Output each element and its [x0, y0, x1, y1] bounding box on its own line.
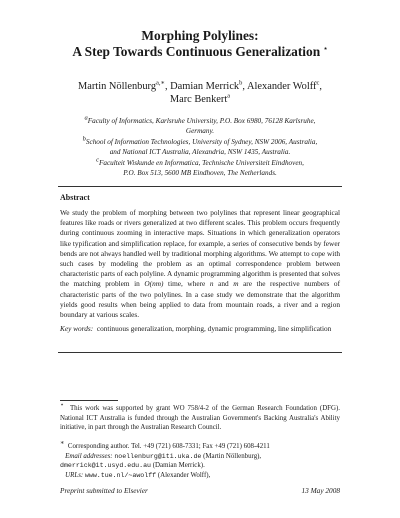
affiliation-c-line-1: Faculteit Wiskunde en Informatica, Technische Universiteit Eindhoven,: [98, 159, 304, 167]
author-merrick: Damian Merrick: [170, 81, 240, 92]
keywords-label: Key words:: [60, 324, 94, 333]
title-text-1: Morphing Polylines:: [141, 28, 259, 43]
affiliation-a-line-2: Germany.: [185, 127, 215, 135]
email-label: Email addresses:: [65, 452, 113, 460]
affiliation-b-line-1: School of Information Technologies, University of Sydney, NSW 2006, Australia,: [85, 138, 318, 146]
email-merrick-name: (Damian Merrick).: [152, 462, 205, 470]
footnote-rule: [60, 400, 118, 401]
preprint-note: Preprint submitted to Elsevier: [60, 486, 148, 495]
affiliation-b-line-2: and National ICT Australia, Alexandria, NSW 1435, Australia.: [109, 148, 291, 156]
author-nollenburg-mark: a,∗: [156, 79, 165, 87]
affiliation-b: [30, 137, 370, 157]
abstract-text-2: time, where: [163, 279, 210, 289]
affiliation-c-line-2: P.O. Box 513, 5600 MB Eindhoven, The Netherlands.: [123, 169, 277, 177]
paper-title-line-2: [20, 44, 380, 60]
url-wolff-name: (Alexander Wolff),: [157, 471, 211, 479]
affiliation-c: [30, 158, 370, 178]
email-merrick-link[interactable]: dmerrick@it.usyd.edu.au: [60, 462, 152, 470]
preprint-date: 13 May 2008: [301, 486, 340, 495]
abstract-complexity: O(nm): [144, 279, 164, 289]
author-line-2: [20, 93, 380, 106]
keywords: [60, 324, 340, 334]
affiliation-a-mark: a: [84, 114, 88, 122]
affiliation-c-mark: c: [96, 156, 99, 164]
abstract-bottom-rule: [58, 352, 342, 353]
footnote-funding-text: This work was supported by grant WO 758/4-2 of the German Research Foundation (DFG). National ICT Australia is funded through the Australian Government's Backing Australia's Ability initiative, in part through the Australian Research Council.: [60, 405, 340, 432]
title-text-2: A Step Towards Continuous Generalization: [72, 44, 321, 59]
author-wolff: Alexander Wolff: [247, 81, 317, 92]
abstract-text-4: are the respective numbers of characteristic parts of the two polylines. In a case study we demonstrate that the algorithm yields good results when being applied to data from mountain roads, a river and a region boundary at various scales.: [60, 279, 341, 320]
footnote-corr-text: Corresponding author. Tel. +49 (721) 608-7331; Fax +49 (721) 608-4211: [67, 443, 270, 450]
abstract-text-3: and: [213, 279, 234, 289]
footnote-corresponding: [60, 439, 340, 480]
affiliation-b-mark: b: [82, 135, 86, 143]
author-benkert: Marc Benkert: [169, 94, 228, 105]
keywords-text: continuous generalization, morphing, dynamic programming, line simplification: [96, 324, 332, 333]
abstract-var-m: m: [233, 279, 239, 289]
abstract-heading: Abstract: [60, 193, 90, 202]
email-nollenburg-name: (Martin Nöllenburg),: [203, 452, 262, 460]
url-label: URLs:: [65, 471, 84, 479]
author-merrick-mark: b: [239, 79, 243, 87]
title-footnote-mark: ⋆: [323, 45, 328, 53]
footnote-corr-mark: ∗: [60, 439, 65, 447]
affiliation-a-line-1: Faculty of Informatics, Karlsruhe University, P.O. Box 6980, 76128 Karlsruhe,: [87, 117, 316, 125]
email-nollenburg-link[interactable]: noellenburg@iti.uka.de: [114, 452, 202, 460]
abstract-top-rule: [58, 186, 342, 187]
footnote-funding-mark: ⋆: [60, 401, 65, 409]
affiliation-a: [30, 116, 370, 136]
abstract-body: [60, 208, 340, 320]
author-benkert-mark: a: [227, 92, 231, 100]
paper-title-line-1: [20, 28, 380, 44]
footnote-funding: [60, 401, 340, 433]
url-wolff-link[interactable]: www.tue.nl/~awolff: [84, 471, 157, 479]
abstract-text-1: We study the problem of morphing between two polylines that represent linear geographical features like roads or rivers generalized at two different scales. This problem occurs frequently during continuous zooming in interactive maps. Situations in which generalization operators like typification and simplification replace, for example, a series of consecutive bends by fewer bends are not always handled well by traditional morphing algorithms. We attempt to cope with such cases by modeling the problem as an optimal correspondence problem between characteristic parts of each polyline. A dynamic programming algorithm is presented that solves the matching problem in: [60, 208, 340, 289]
author-line-1: Martin Nöllenburg$^{a,∗}$, Damian Merrick$^b$, Alexander Wolff$^c$,: [78, 79, 322, 92]
abstract-var-n: n: [209, 279, 214, 289]
author-wolff-mark: c: [316, 79, 320, 87]
author-nollenburg: Martin Nöllenburg: [78, 81, 157, 92]
